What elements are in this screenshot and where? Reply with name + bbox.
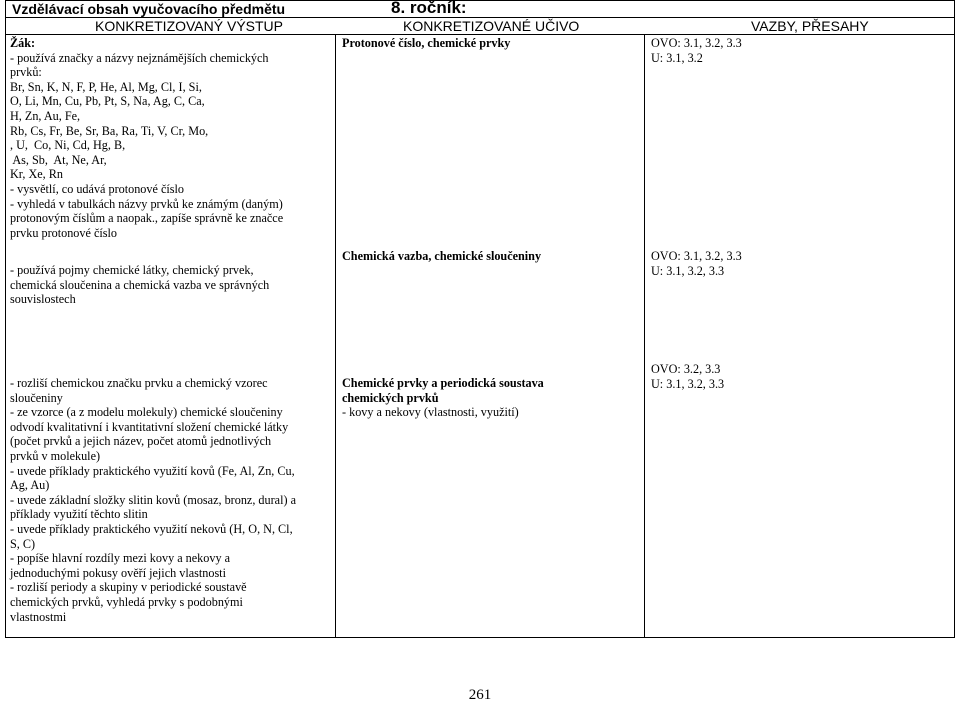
text-line: Žák: [10,36,36,50]
text-line: (počet prvků a jejich název, počet atomů jednotlivých [10,434,272,449]
grade-label: 8. ročník: [391,0,467,17]
topic-section-3 [342,376,544,420]
text-line: , U, Co, Ni, Cd, Hg, B, [10,138,126,153]
text-line: - uvede základní složky slitin kovů (mosaz, bronz, dural) a [10,492,296,507]
column-divider [644,35,645,637]
text-line: - popíše hlavní rozdíly mezi kovy a nekovy a [10,551,230,566]
text-line: chemická sloučenina a chemická vazba ve správných [10,277,270,292]
topic-section-1 [342,36,510,51]
text-line: - uvede příklady praktického využití kovů (Fe, Al, Zn, Cu, [10,463,295,478]
text-line: U: 3.1, 3.2, 3.3 [651,376,725,391]
text-line: Kr, Xe, Rn [10,167,63,182]
text-line: OVO: 3.1, 3.2, 3.3 [651,249,742,263]
outputs-section-1 [10,36,283,240]
text-line: - vysvětlí, co udává protonové číslo [10,181,184,196]
text-line: chemických prvků, vyhledá prvky s podobnými [10,594,243,609]
text-line: O, Li, Mn, Cu, Pb, Pt, S, Na, Ag, C, Ca, [10,94,205,109]
text-line: - používá pojmy chemické látky, chemický prvek, [10,263,254,277]
text-line: - kovy a nekovy (vlastnosti, využití) [342,405,519,420]
header-links: VAZBY, PŘESAHY [751,18,869,34]
page-number: 261 [468,687,492,703]
title-row [5,0,955,17]
text-line: sloučeniny [10,390,63,405]
links-section-1 [651,36,742,65]
text-line: jednoduchými pokusy ověří jejich vlastnosti [10,565,226,580]
text-line: S, C) [10,536,36,551]
text-line: prvků v molekule) [10,448,101,463]
outputs-section-2 [10,263,269,307]
text-line: protonovým číslům a naopak., zapíše správně ke značce [10,211,284,226]
text-line: - uvede příklady praktického využití nekovů (H, O, N, Cl, [10,521,293,536]
text-line: H, Zn, Au, Fe, [10,108,81,123]
topic-section-3-title [342,376,544,405]
text-line: - rozliší chemickou značku prvku a chemický vzorec [10,376,268,390]
text-line: - rozliší periody a skupiny v periodické soustavě [10,580,247,595]
text-line: prvků: [10,65,42,80]
table-header [5,17,955,35]
header-outputs: KONKRETIZOVANÝ VÝSTUP [95,18,283,34]
curriculum-table [5,35,955,638]
text-line: chemických prvků [342,390,439,405]
text-line: - ze vzorce (a z modelu molekuly) chemické sloučeniny [10,405,283,420]
topic-section-2 [342,249,541,264]
text-line: příklady využití těchto slitin [10,507,148,522]
text-line: Br, Sn, K, N, F, P, He, Al, Mg, Cl, I, Si, [10,79,202,94]
links-section-3 [651,362,724,391]
text-line: Protonové číslo, chemické prvky [342,36,511,50]
links-section-2 [651,249,742,278]
column-divider [335,35,336,637]
text-line: souvislostech [10,292,76,307]
text-line: Ag, Au) [10,478,50,493]
text-line: OVO: 3.1, 3.2, 3.3 [651,36,742,50]
text-line: - používá značky a názvy nejznámějších chemických [10,50,269,65]
text-line: Rb, Cs, Fr, Be, Sr, Ba, Ra, Ti, V, Cr, Mo, [10,123,209,138]
header-content: KONKRETIZOVANÉ UČIVO [403,18,580,34]
text-line: Chemické prvky a periodická soustava [342,376,544,390]
text-line: vlastnostmi [10,609,67,624]
text-line: As, Sb, At, Ne, Ar, [10,152,107,167]
outputs-section-3 [10,376,296,624]
text-line: - vyhledá v tabulkách názvy prvků ke známým (daným) [10,196,283,211]
text-line: U: 3.1, 3.2, 3.3 [651,263,725,278]
text-line: odvodí kvalitativní i kvantitativní složení chemické látky [10,419,289,434]
text-line: prvku protonové číslo [10,225,117,240]
document-title: Vzdělávací obsah vyučovacího předmětu [12,1,286,17]
text-line: U: 3.1, 3.2 [651,50,703,65]
topic-section-3-items [342,405,544,420]
text-line: Chemická vazba, chemické sloučeniny [342,249,542,263]
text-line: OVO: 3.2, 3.3 [651,362,721,376]
